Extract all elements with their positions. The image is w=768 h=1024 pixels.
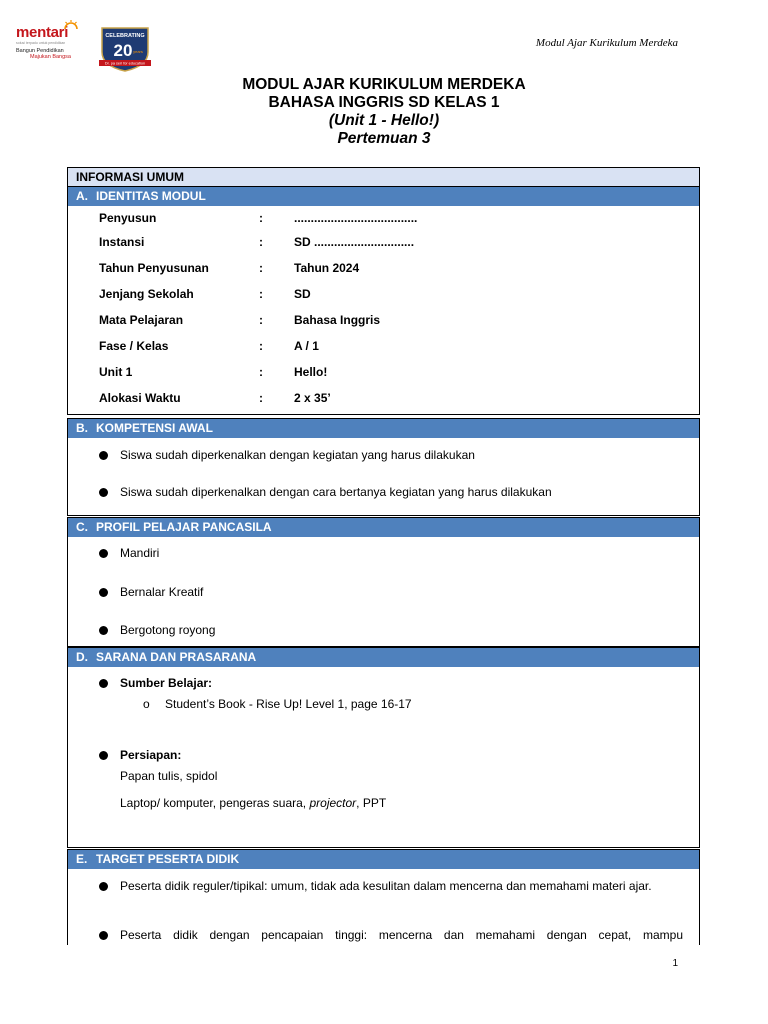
title-line-2: BAHASA INGGRIS SD KELAS 1 xyxy=(268,94,500,111)
mentari-logo xyxy=(16,24,88,60)
section-title: PROFIL PELAJAR PANCASILA xyxy=(96,520,272,534)
mentari-slogan-1: Bangun Pendidikan xyxy=(16,48,64,54)
bullet-icon xyxy=(99,549,108,558)
bullet-icon xyxy=(99,451,108,460)
section-letter: A. xyxy=(76,189,88,203)
section-title: SARANA DAN PRASARANA xyxy=(96,650,257,664)
title-line-1: MODUL AJAR KURIKULUM MERDEKA xyxy=(242,76,526,93)
kompetensi-heading xyxy=(68,419,699,438)
mentari-slogan-2: Majukan Bangsa xyxy=(30,54,71,60)
bullet-icon xyxy=(99,751,108,760)
target-heading xyxy=(68,850,699,869)
list-item: Peserta didik reguler/tipikal: umum, tidak ada kesulitan dalam mencerna dan memahami materi ajar. xyxy=(99,878,683,895)
list-item: Mandiri xyxy=(99,545,683,562)
list-item: Siswa sudah diperkenalkan dengan kegiatan yang harus dilakukan xyxy=(99,447,683,464)
section-title: IDENTITAS MODUL xyxy=(96,189,206,203)
section-sarana-prasarana xyxy=(67,647,700,848)
section-letter: E. xyxy=(76,852,88,866)
identitas-heading xyxy=(68,187,699,206)
title-line-4: Pertemuan 3 xyxy=(337,130,431,147)
bullet-icon xyxy=(99,588,108,597)
section-letter: D. xyxy=(76,650,88,664)
document-title xyxy=(0,76,768,148)
section-title: TARGET PESERTA DIDIK xyxy=(96,852,240,866)
section-title: KOMPETENSI AWAL xyxy=(96,421,213,435)
bullet-icon xyxy=(99,882,108,891)
bullet-icon xyxy=(99,679,108,688)
sub-bullet-marker: o xyxy=(143,697,150,711)
section-letter: C. xyxy=(76,520,88,534)
badge-years: years xyxy=(133,49,143,54)
persiapan-line: Papan tulis, spidol xyxy=(120,769,218,783)
bullet-icon xyxy=(99,626,108,635)
list-item: Sumber Belajar: xyxy=(99,675,683,692)
bullet-icon xyxy=(99,931,108,940)
section-kompetensi-awal xyxy=(67,418,700,516)
header-logos xyxy=(16,22,156,72)
sub-list-item: o Student’s Book - Rise Up! Level 1, page 16-17 xyxy=(143,697,412,711)
persiapan-line: Laptop/ komputer, pengeras suara, projector, PPT xyxy=(120,796,387,810)
page-number: 1 xyxy=(672,958,678,969)
section-letter: B. xyxy=(76,421,88,435)
mentari-wordmark: mentari xyxy=(16,24,69,41)
section-identitas: INFORMASI UMUM A. IDENTITAS MODUL Penyusun : ..................................... Instansi : SD .............................. Tahun Penyusunan : Tahun 2024 Jenjang Sekolah : SD Mata Pelajaran : Bahasa Inggris Fase / Kelas : A / 1 Unit 1 : Hello! Alokasi Waktu : 2 x 35’ xyxy=(67,167,700,415)
list-item: Peserta didik dengan pencapaian tinggi: mencerna dan memahami dengan cepat, mampu xyxy=(99,927,683,944)
informasi-umum-heading: INFORMASI UMUM xyxy=(68,168,699,187)
shield-icon xyxy=(97,26,153,72)
title-line-3: (Unit 1 - Hello!) xyxy=(328,112,440,129)
badge-top-text: CELEBRATING xyxy=(105,33,145,39)
list-item: Siswa sudah diperkenalkan dengan cara bertanya kegiatan yang harus dilakukan xyxy=(99,484,683,501)
badge-number: 20 xyxy=(113,41,133,60)
anniversary-badge xyxy=(97,26,153,72)
sun-icon xyxy=(63,20,79,29)
badge-bottom-text: Dr. pa seri for education xyxy=(104,61,146,66)
section-profil-pelajar xyxy=(67,517,700,647)
list-item: Bergotong royong xyxy=(99,622,683,639)
sarana-heading xyxy=(68,648,699,667)
list-item: Persiapan: xyxy=(99,747,683,764)
profil-heading xyxy=(68,518,699,537)
list-item: Bernalar Kreatif xyxy=(99,584,683,601)
section-target-peserta xyxy=(67,849,700,945)
mentari-tagline: solusi terpadu untuk pendidikan xyxy=(16,41,66,45)
running-header: Modul Ajar Kurikulum Merdeka xyxy=(535,37,678,49)
bullet-icon xyxy=(99,488,108,497)
